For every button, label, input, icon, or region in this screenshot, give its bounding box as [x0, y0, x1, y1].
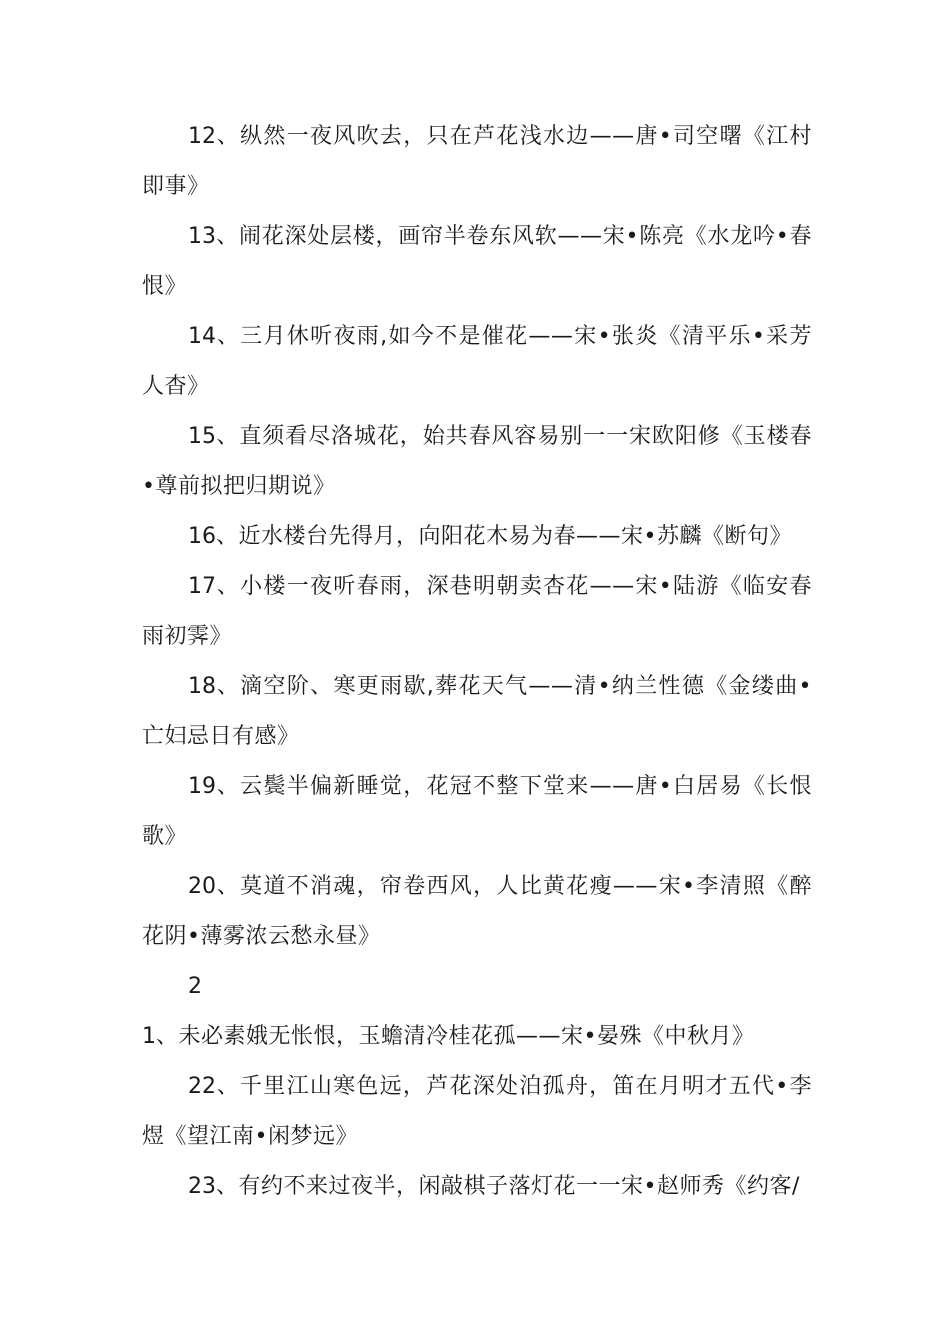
- list-item: [142, 1162, 812, 1212]
- item-text: 、云鬓半偏新睡觉，花冠不整下堂来——唐•白居易《长恨歌》: [142, 774, 812, 849]
- list-item: [142, 212, 812, 312]
- list-item: [142, 762, 812, 862]
- item-text: 、近水楼台先得月，向阳花木易为春——宋•苏麟《断句》: [216, 524, 792, 549]
- item-text: 、滴空阶、寒更雨歇,葬花天气——清•纳兰性德《金缕曲•亡妇忌日有感》: [142, 674, 812, 749]
- item-text: 、直须看尽洛城花，始共春风容易别一一宋欧阳修《玉楼春•尊前拟把归期说》: [142, 424, 812, 499]
- item-text: 、小楼一夜听春雨，深巷明朝卖杏花——宋•陆游《临安春雨初霁》: [142, 574, 812, 649]
- list-item: [142, 112, 812, 212]
- list-item: [142, 512, 812, 562]
- item-number: 20: [188, 874, 216, 899]
- list-item: [142, 1062, 812, 1162]
- item-text: 、千里江山寒色远，芦花深处泊孤舟，笛在月明才五代•李煜《望江南•闲梦远》: [142, 1074, 812, 1149]
- item-number: 16: [188, 524, 216, 549]
- item-number: 15: [188, 424, 216, 449]
- item-number: 13: [188, 224, 216, 249]
- item-number: 21: [142, 974, 202, 1049]
- item-text: 、莫道不消魂，帘卷西风，人比黄花瘦——宋•李清照《醉花阴•薄雾浓云愁永昼》: [142, 874, 812, 949]
- list-item: [142, 662, 812, 762]
- item-number: 23: [188, 1174, 216, 1199]
- item-text: 、三月休听夜雨,如今不是催花——宋•张炎《清平乐•采芳人杳》: [142, 324, 812, 399]
- list-item: [142, 862, 812, 962]
- list-item: [142, 562, 812, 662]
- item-text: 、未必素娥无怅恨，玉蟾清冷桂花孤——宋•晏殊《中秋月》: [156, 1024, 755, 1049]
- list-item: [142, 962, 812, 1062]
- list-item: [142, 412, 812, 512]
- item-text: 、纵然一夜风吹去，只在芦花浅水边——唐•司空曙《江村即事》: [142, 124, 812, 199]
- item-number: 22: [188, 1074, 216, 1099]
- item-text: 、闹花深处层楼，画帘半卷东风软——宋•陈亮《水龙吟•春恨》: [142, 224, 812, 299]
- item-number: 18: [188, 674, 216, 699]
- item-number: 19: [188, 774, 216, 799]
- item-number: 17: [188, 574, 216, 599]
- item-number: 12: [188, 124, 216, 149]
- poem-list: [142, 112, 812, 1212]
- list-item: [142, 312, 812, 412]
- item-text: 、有约不来过夜半，闲敲棋子落灯花一一宋•赵师秀《约客/: [216, 1174, 800, 1199]
- item-number: 14: [188, 324, 216, 349]
